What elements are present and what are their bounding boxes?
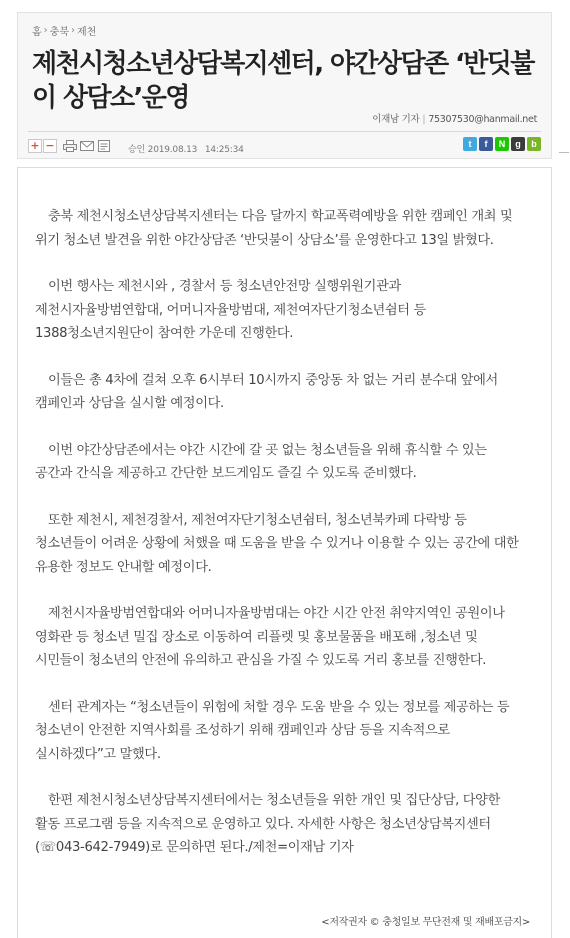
approved-date: 2019.08.13 [147, 145, 198, 155]
font-decrease-button[interactable]: − [43, 139, 57, 153]
header-divider [28, 131, 541, 132]
paragraph: 이들은 총 4차에 걸쳐 오후 6시부터 10시까지 중앙동 차 없는 거리 분수대 앞에서 캠페인과 상담을 실시할 예정이다. [35, 372, 498, 411]
print-icon[interactable] [63, 140, 77, 152]
article-title: 제천시청소년상담복지센터, 야간상담존 ‘반딧불이 상담소’운영 [32, 49, 534, 113]
approved-label: 승인 [128, 145, 145, 155]
scrap-icon[interactable] [97, 140, 111, 152]
paragraph: 이번 행사는 제천시와 , 경찰서 등 청소년안전망 실행위원기관과 제천시자율방범연합대, 어머니자율방범대, 제천여자단기청소년쉼터 등 1388청소년지원단이 참여한 가운데 진행한다. [35, 279, 426, 341]
social-share [463, 137, 541, 151]
email-icon[interactable] [80, 140, 94, 152]
breadcrumb-section[interactable]: 충북 [49, 27, 69, 38]
google-plus-icon[interactable]: g [511, 137, 525, 151]
chevron-right-icon: › [43, 25, 48, 36]
breadcrumb-subsection[interactable]: 제천 [77, 27, 97, 38]
chevron-right-icon: › [71, 25, 75, 36]
paragraph: 제천시자율방범연합대와 어머니자율방범대는 야간 시간 안전 취약지역인 공원이나 영화관 등 청소년 밀집 장소로 이동하여 리플렛 및 홍보물품을 배포해 ,청소년 및 시민들이 청소년의 안전에 유의하고 관심을 가질 수 있도록 거리 홍보를 진행한다. [35, 606, 505, 668]
twitter-icon[interactable]: t [463, 137, 477, 151]
article-body [35, 205, 525, 883]
paragraph: 충북 제천시청소년상담복지센터는 다음 달까지 학교폭력예방을 위한 캠페인 개최 및 위기 청소년 발견을 위한 야간상담존 ‘반딧불이 상담소’를 운영한다고 13일 밝혔다. [35, 209, 513, 248]
article-header [17, 12, 552, 159]
paragraph: 이번 야간상담존에서는 야간 시간에 갈 곳 없는 청소년들을 위해 휴식할 수 있는 공간과 간식을 제공하고 간단한 보드게임도 즐길 수 있도록 준비했다. [35, 442, 487, 481]
naver-icon[interactable]: N [495, 137, 509, 151]
band-icon[interactable]: b [527, 137, 541, 151]
approved-time: 14:25:34 [204, 145, 244, 155]
paragraph: 센터 관계자는 “청소년들이 위험에 처할 경우 도움 받을 수 있는 정보를 제공하는 등 청소년이 안전한 지역사회를 조성하기 위해 캠페인과 상담 등을 지속적으로 실시하겠다”고 말했다. [35, 699, 510, 762]
approval-info [128, 142, 244, 155]
side-divider [559, 152, 569, 153]
copyright-notice: <저작권자 © 충청일보 무단전재 및 재배포금지> [321, 917, 530, 928]
breadcrumb [32, 23, 96, 38]
byline-divider: | [422, 114, 426, 125]
paragraph: 한편 제천시청소년상담복지센터에서는 청소년들을 위한 개인 및 집단상담, 다양한 활동 프로그램 등을 지속적으로 운영하고 있다. 자세한 사항은 청소년상담복지센터(☏043-642-7949)로 문의하면 된다./제천=이재남 기자 [35, 793, 500, 855]
breadcrumb-home[interactable]: 홈 [32, 27, 42, 38]
article-toolbar [18, 137, 551, 157]
byline [372, 111, 537, 125]
reporter-name: 이재남 기자 [372, 114, 420, 125]
facebook-icon[interactable]: f [479, 137, 493, 151]
font-increase-button[interactable]: + [28, 139, 42, 153]
paragraph: 또한 제천시, 제천경찰서, 제천여자단기청소년쉼터, 청소년북카페 다락방 등 청소년들이 어려운 상황에 처했을 때 도움을 받을 수 있거나 이용할 수 있는 공간에 대한 유용한 정보도 안내할 예정이다. [35, 512, 519, 575]
reporter-email[interactable]: 75307530@hanmail.net [428, 114, 537, 125]
